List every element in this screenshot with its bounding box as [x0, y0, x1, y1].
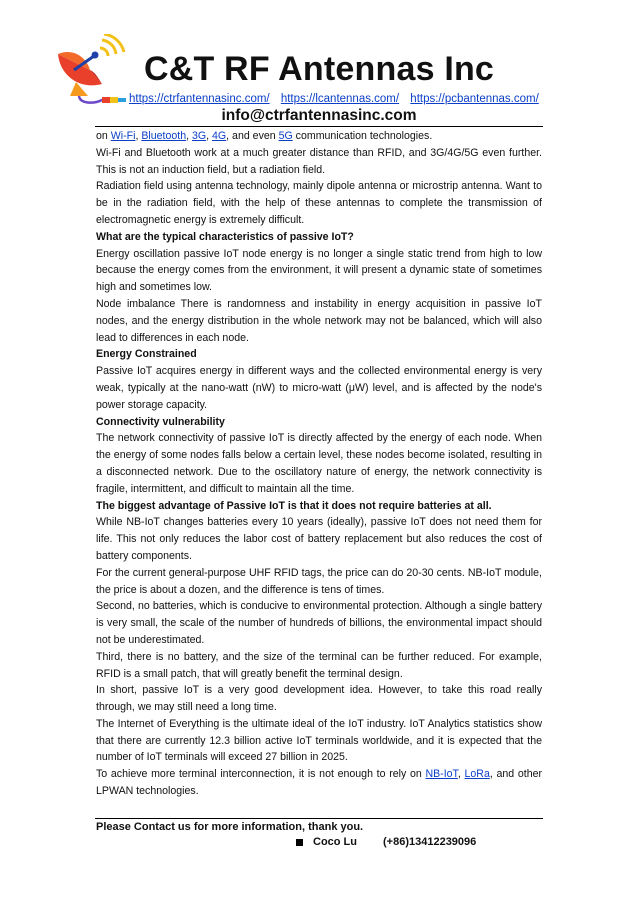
closing-paragraph: [96, 766, 542, 800]
section-heading: What are the typical characteristics of passive IoT?: [96, 230, 354, 243]
link-5g[interactable]: 5G: [278, 130, 293, 142]
paragraph: The network connectivity of passive IoT is directly affected by the energy of each node. When the energy of some nodes falls below a certain level, these nodes become isolated, resulting in a disconnected network. Due to the oscillatory nature of energy, the network connectivity is fragile, intermittent, and difficult to maintain all the time.: [96, 432, 542, 495]
website-link-lcantennas[interactable]: https://lcantennas.com/: [280, 93, 400, 105]
text-span: on: [96, 130, 111, 142]
website-link-pcbantennas[interactable]: https://pcbantennas.com/: [410, 93, 539, 105]
paragraph: Node imbalance There is randomness and instability in energy acquisition in passive IoT nodes, and the energy distribution in the whole network may not be balanced, which will also lead to differences in each node.: [96, 297, 542, 344]
link-wi-fi[interactable]: Wi-Fi: [110, 130, 136, 142]
company-name: C&T RF Antennas Inc: [143, 50, 495, 88]
paragraph: Passive IoT acquires energy in different ways and the collected environmental energy is very weak, typically at the nano-watt (nW) to micro-watt (μW) level, and is affected by the node's power storage capacity.: [96, 365, 542, 411]
text-span: ,: [457, 768, 465, 781]
article-body: [96, 128, 542, 800]
footer-note: Please Contact us for more information, thank you.: [96, 821, 364, 833]
paragraph: Second, no batteries, which is conducive to environmental protection. Although a single battery is very small, the scale of the number of hundreds of billions, the environmental impact should not be underestimated.: [96, 600, 542, 646]
link-4g[interactable]: 4G: [212, 130, 227, 142]
paragraph: The Internet of Everything is the ultimate ideal of the IoT industry. IoT Analytics statistics show that there are currently 12.3 billion active IoT terminals worldwide, and it is expected that the number of IoT terminals will exceed 27 billion in 2025.: [96, 717, 542, 764]
paragraph: Third, there is no battery, and the size of the terminal can be further reduced. For example, RFID is a small patch, that will greatly benefit the terminal design.: [96, 650, 542, 680]
text-span: ,: [206, 130, 213, 142]
website-link-ctrfantennasinc[interactable]: https://ctrfantennasinc.com/: [129, 93, 270, 105]
contact-email: info@ctrfantennasinc.com: [221, 107, 417, 124]
paragraph: Radiation field using antenna technology, mainly dipole antenna or microstrip antenna. Want to be in the radiation field, with the help of these antennas to complete the transmission of electromagnetic energy is extremely difficult.: [96, 180, 542, 226]
text-span: To achieve more terminal interconnection, it is not enough to rely on: [96, 768, 426, 781]
paragraph: Wi-Fi and Bluetooth work at a much greater distance than RFID, and 3G/4G/5G even further. This is not an induction field, but a radiation field.: [96, 146, 542, 176]
text-span: communication technologies.: [292, 130, 433, 142]
paragraph: Energy oscillation passive IoT node energy is no longer a single static trend from high to low because the energy comes from the environment, it will present a dynamic state of sometimes high and sometimes low.: [96, 247, 542, 294]
paragraph: For the current general-purpose UHF RFID tags, the price can do 20-30 cents. NB-IoT module, the price is about a dozen, and the difference is tens of times.: [96, 566, 542, 596]
contact-name: Coco Lu: [313, 836, 357, 848]
contact-phone: (+86)13412239096: [383, 836, 477, 848]
text-span: , and other LPWAN technologies.: [96, 768, 543, 798]
paragraph: In short, passive IoT is a very good development idea. However, to take this road really through, we may still need a long time.: [96, 684, 542, 714]
section-heading: Energy Constrained: [96, 348, 197, 361]
section-heading: The biggest advantage of Passive IoT is that it does not require batteries at all.: [96, 499, 492, 512]
website-links: [129, 93, 547, 105]
link-lora[interactable]: LoRa: [464, 768, 490, 781]
contact-line: [296, 836, 476, 848]
text-span: ,: [135, 130, 142, 142]
paragraph: While NB-IoT changes batteries every 10 years (ideally), passive IoT does not need them for life. This not only reduces the labor cost of battery replacement but also reduces the cost of battery components.: [96, 516, 542, 562]
section-heading: Connectivity vulnerability: [96, 415, 225, 428]
link-nb-iot[interactable]: NB-IoT: [425, 768, 458, 781]
footer-divider: [95, 818, 543, 819]
intro-paragraph: [96, 128, 542, 145]
link-3g[interactable]: 3G: [192, 130, 207, 142]
link-bluetooth[interactable]: Bluetooth: [141, 130, 187, 142]
header-divider: [95, 126, 543, 127]
text-span: ,: [186, 130, 192, 142]
square-bullet-icon: [296, 839, 303, 846]
text-span: , and even: [226, 130, 279, 142]
